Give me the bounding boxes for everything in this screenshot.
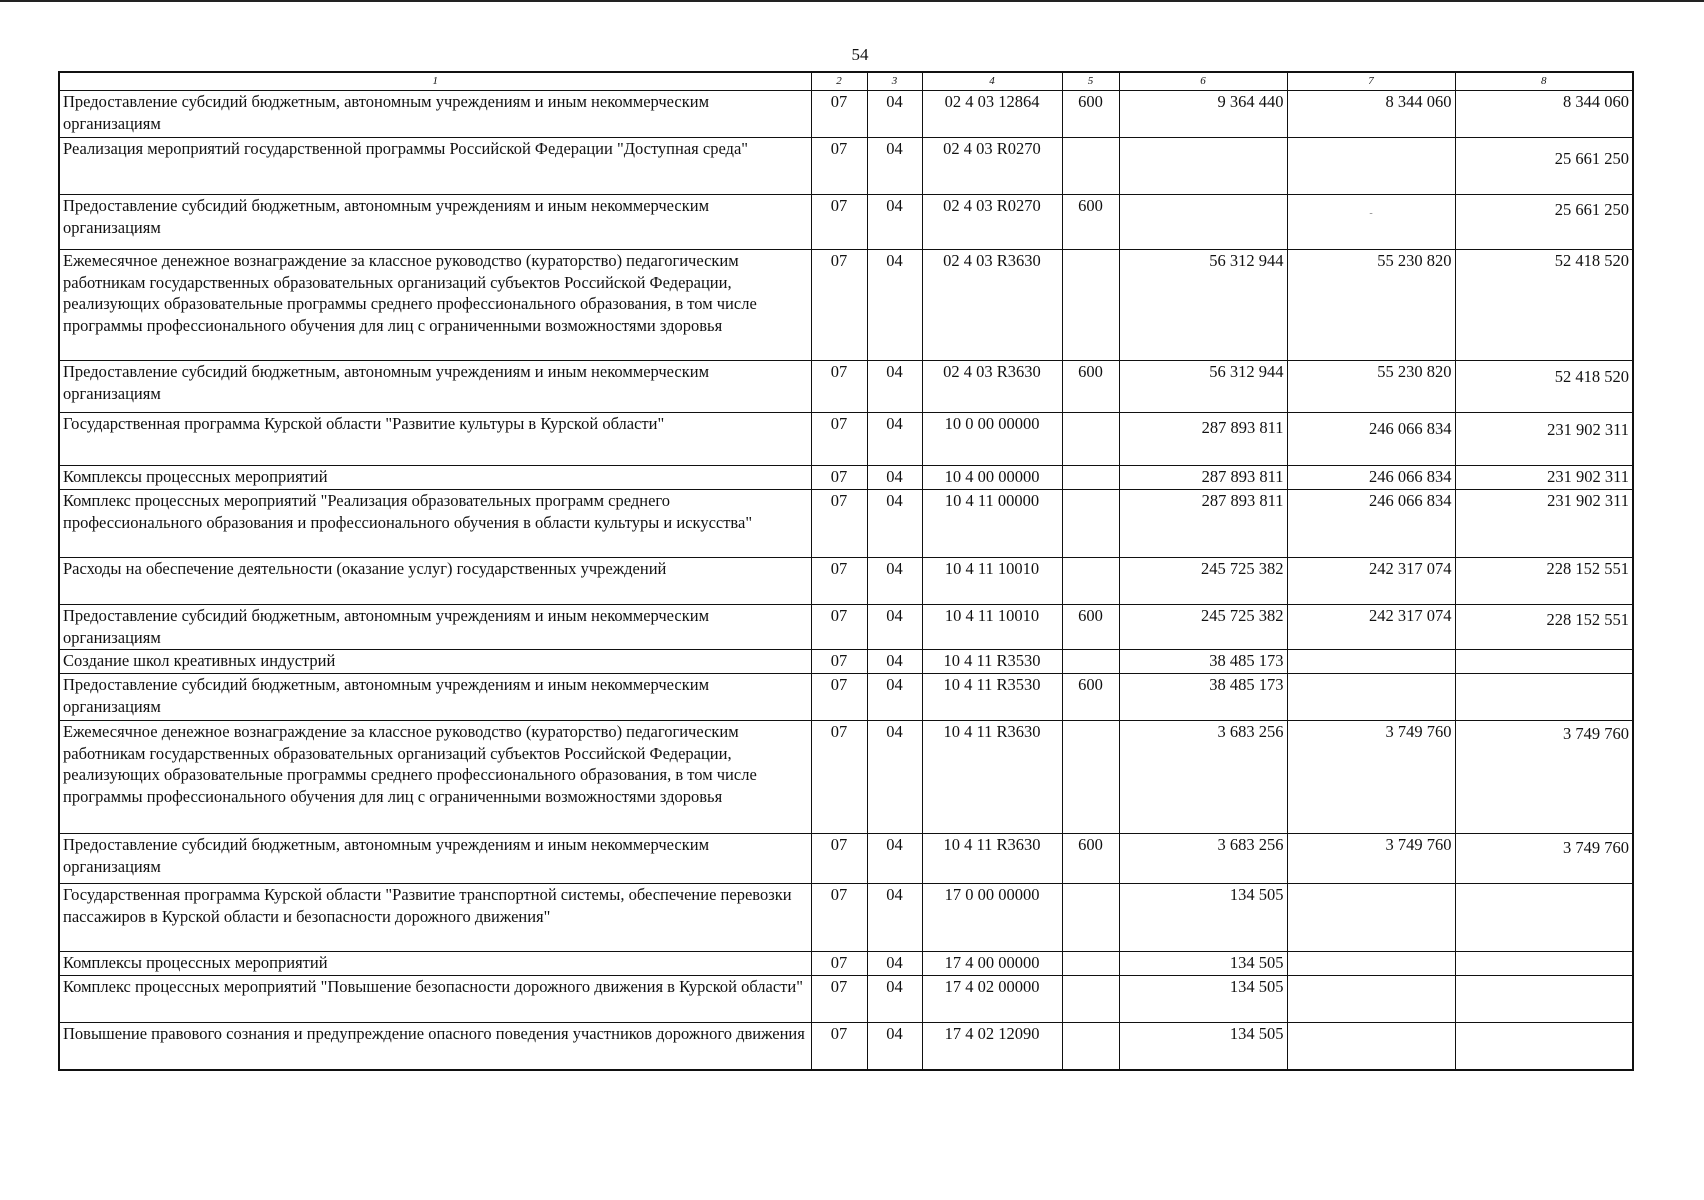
target-article-code: 17 4 02 12090 (922, 1023, 1062, 1071)
expense-type-code: 600 (1062, 674, 1119, 721)
amount-col6: 3 683 256 (1119, 834, 1287, 884)
target-article-code: 10 4 11 00000 (922, 490, 1062, 558)
row-name: Предоставление субсидий бюджетным, автономным учреждениям и иным некоммерческим организациям (59, 674, 811, 721)
subsection-code: 04 (867, 138, 922, 195)
subsection-code: 04 (867, 674, 922, 721)
row-name: Государственная программа Курской области "Развитие культуры в Курской области" (59, 413, 811, 466)
section-code: 07 (811, 466, 867, 490)
amount-col6: 134 505 (1119, 952, 1287, 976)
section-code: 07 (811, 490, 867, 558)
amount-col8 (1455, 650, 1633, 674)
expense-type-code (1062, 138, 1119, 195)
amount-col8 (1455, 884, 1633, 952)
amount-col7 (1287, 138, 1455, 195)
subsection-code: 04 (867, 605, 922, 650)
table-row (59, 138, 1633, 195)
subsection-code: 04 (867, 650, 922, 674)
table-row (59, 721, 1633, 834)
row-name: Предоставление субсидий бюджетным, автономным учреждениям и иным некоммерческим организациям (59, 605, 811, 650)
amount-col6: 245 725 382 (1119, 558, 1287, 605)
target-article-code: 17 4 00 00000 (922, 952, 1062, 976)
subsection-code: 04 (867, 361, 922, 413)
table-row (59, 466, 1633, 490)
subsection-code: 04 (867, 976, 922, 1023)
target-article-code: 10 4 11 10010 (922, 605, 1062, 650)
section-code: 07 (811, 884, 867, 952)
expense-type-code (1062, 952, 1119, 976)
target-article-code: 10 4 11 R3530 (922, 650, 1062, 674)
section-code: 07 (811, 250, 867, 361)
subsection-code: 04 (867, 195, 922, 250)
amount-col7: - (1287, 195, 1455, 250)
amount-col8 (1455, 952, 1633, 976)
subsection-code: 04 (867, 1023, 922, 1071)
target-article-code: 10 4 00 00000 (922, 466, 1062, 490)
table-row (59, 650, 1633, 674)
target-article-code: 02 4 03 R0270 (922, 195, 1062, 250)
page-number: 54 (851, 45, 869, 64)
target-article-code: 02 4 03 12864 (922, 91, 1062, 138)
amount-col8 (1455, 1023, 1633, 1071)
amount-col6 (1119, 195, 1287, 250)
amount-col8: 231 902 311 (1455, 413, 1633, 466)
amount-col6: 38 485 173 (1119, 674, 1287, 721)
column-number-row (59, 72, 1633, 91)
amount-col7: 3 749 760 (1287, 834, 1455, 884)
target-article-code: 10 4 11 10010 (922, 558, 1062, 605)
expense-type-code (1062, 884, 1119, 952)
column-header: 2 (811, 72, 867, 91)
amount-col6: 287 893 811 (1119, 413, 1287, 466)
section-code: 07 (811, 952, 867, 976)
column-header: 8 (1455, 72, 1633, 91)
section-code: 07 (811, 91, 867, 138)
amount-col6: 3 683 256 (1119, 721, 1287, 834)
amount-col7: 55 230 820 (1287, 361, 1455, 413)
expense-type-code: 600 (1062, 361, 1119, 413)
row-name: Комплексы процессных мероприятий (59, 952, 811, 976)
amount-col6: 134 505 (1119, 976, 1287, 1023)
row-name: Комплекс процессных мероприятий "Повышение безопасности дорожного движения в Курской области" (59, 976, 811, 1023)
target-article-code: 10 4 11 R3630 (922, 721, 1062, 834)
amount-col6: 287 893 811 (1119, 490, 1287, 558)
expense-type-code (1062, 721, 1119, 834)
expense-type-code: 600 (1062, 605, 1119, 650)
expense-type-code (1062, 1023, 1119, 1071)
amount-col7: 246 066 834 (1287, 466, 1455, 490)
amount-col8: 231 902 311 (1455, 466, 1633, 490)
section-code: 07 (811, 195, 867, 250)
table-row (59, 884, 1633, 952)
section-code: 07 (811, 361, 867, 413)
section-code: 07 (811, 413, 867, 466)
amount-col8: 52 418 520 (1455, 361, 1633, 413)
section-code: 07 (811, 650, 867, 674)
target-article-code: 17 4 02 00000 (922, 976, 1062, 1023)
amount-col7 (1287, 952, 1455, 976)
subsection-code: 04 (867, 490, 922, 558)
target-article-code: 10 4 11 R3530 (922, 674, 1062, 721)
amount-col7: 246 066 834 (1287, 490, 1455, 558)
expense-type-code (1062, 558, 1119, 605)
expense-type-code (1062, 250, 1119, 361)
amount-col7: 8 344 060 (1287, 91, 1455, 138)
amount-col7: 246 066 834 (1287, 413, 1455, 466)
table-row (59, 413, 1633, 466)
amount-col7: 55 230 820 (1287, 250, 1455, 361)
expense-type-code: 600 (1062, 91, 1119, 138)
target-article-code: 02 4 03 R3630 (922, 361, 1062, 413)
amount-col6: 9 364 440 (1119, 91, 1287, 138)
subsection-code: 04 (867, 558, 922, 605)
target-article-code: 02 4 03 R3630 (922, 250, 1062, 361)
column-header: 3 (867, 72, 922, 91)
row-name: Комплексы процессных мероприятий (59, 466, 811, 490)
column-header: 1 (59, 72, 811, 91)
table-row (59, 674, 1633, 721)
amount-col7 (1287, 1023, 1455, 1071)
section-code: 07 (811, 674, 867, 721)
amount-col8: 8 344 060 (1455, 91, 1633, 138)
target-article-code: 02 4 03 R0270 (922, 138, 1062, 195)
amount-col7: 242 317 074 (1287, 605, 1455, 650)
expense-type-code (1062, 490, 1119, 558)
row-name: Создание школ креативных индустрий (59, 650, 811, 674)
amount-col7 (1287, 976, 1455, 1023)
column-header: 7 (1287, 72, 1455, 91)
expense-type-code (1062, 413, 1119, 466)
row-name: Ежемесячное денежное вознаграждение за классное руководство (кураторство) педагогическим работникам государственных образовательных организаций субъектов Российской Федерации, реализующих образовательные программы среднего профессионального образования, в том числе программы профессионального обучения для лиц с ограниченными возможностями здоровья (59, 250, 811, 361)
table-row (59, 195, 1633, 250)
row-name: Повышение правового сознания и предупреждение опасного поведения участников дорожного движения (59, 1023, 811, 1071)
amount-col7: 242 317 074 (1287, 558, 1455, 605)
section-code: 07 (811, 1023, 867, 1071)
amount-col8: 231 902 311 (1455, 490, 1633, 558)
amount-col8: 52 418 520 (1455, 250, 1633, 361)
scan-edge-line (0, 0, 1704, 2)
table-row (59, 558, 1633, 605)
amount-col8 (1455, 674, 1633, 721)
row-name: Предоставление субсидий бюджетным, автономным учреждениям и иным некоммерческим организациям (59, 91, 811, 138)
amount-col6: 56 312 944 (1119, 250, 1287, 361)
budget-table (58, 71, 1634, 1071)
table-row (59, 250, 1633, 361)
expense-type-code (1062, 976, 1119, 1023)
amount-col8: 3 749 760 (1455, 721, 1633, 834)
amount-col6: 38 485 173 (1119, 650, 1287, 674)
amount-col7: 3 749 760 (1287, 721, 1455, 834)
amount-col8: 3 749 760 (1455, 834, 1633, 884)
table-row (59, 976, 1633, 1023)
table-row (59, 834, 1633, 884)
expense-type-code: 600 (1062, 834, 1119, 884)
row-name: Предоставление субсидий бюджетным, автономным учреждениям и иным некоммерческим организациям (59, 361, 811, 413)
subsection-code: 04 (867, 466, 922, 490)
row-name: Комплекс процессных мероприятий "Реализация образовательных программ среднего профессионального образования и профессионального обучения в области культуры и искусства" (59, 490, 811, 558)
section-code: 07 (811, 976, 867, 1023)
table-row (59, 1023, 1633, 1071)
row-name: Предоставление субсидий бюджетным, автономным учреждениям и иным некоммерческим организациям (59, 195, 811, 250)
amount-col8: 25 661 250 (1455, 195, 1633, 250)
amount-col6 (1119, 138, 1287, 195)
amount-col8: 228 152 551 (1455, 558, 1633, 605)
table-row (59, 605, 1633, 650)
subsection-code: 04 (867, 721, 922, 834)
expense-type-code (1062, 466, 1119, 490)
target-article-code: 10 4 11 R3630 (922, 834, 1062, 884)
column-header: 6 (1119, 72, 1287, 91)
section-code: 07 (811, 558, 867, 605)
row-name: Ежемесячное денежное вознаграждение за классное руководство (кураторство) педагогическим работникам государственных образовательных организаций субъектов Российской Федерации, реализующих образовательные программы среднего профессионального образования, в том числе программы профессионального обучения для лиц с ограниченными возможностями здоровья (59, 721, 811, 834)
section-code: 07 (811, 721, 867, 834)
subsection-code: 04 (867, 952, 922, 976)
amount-col6: 134 505 (1119, 884, 1287, 952)
expense-type-code: 600 (1062, 195, 1119, 250)
amount-col8 (1455, 976, 1633, 1023)
row-name: Реализация мероприятий государственной программы Российской Федерации "Доступная среда" (59, 138, 811, 195)
subsection-code: 04 (867, 250, 922, 361)
row-name: Расходы на обеспечение деятельности (оказание услуг) государственных учреждений (59, 558, 811, 605)
table-row (59, 490, 1633, 558)
amount-col7 (1287, 884, 1455, 952)
amount-col7 (1287, 674, 1455, 721)
amount-col6: 134 505 (1119, 1023, 1287, 1071)
table-row (59, 361, 1633, 413)
amount-col6: 245 725 382 (1119, 605, 1287, 650)
target-article-code: 10 0 00 00000 (922, 413, 1062, 466)
table-row (59, 952, 1633, 976)
column-header: 4 (922, 72, 1062, 91)
expense-type-code (1062, 650, 1119, 674)
subsection-code: 04 (867, 884, 922, 952)
amount-col8: 25 661 250 (1455, 138, 1633, 195)
subsection-code: 04 (867, 91, 922, 138)
subsection-code: 04 (867, 413, 922, 466)
column-header: 5 (1062, 72, 1119, 91)
table-row (59, 91, 1633, 138)
amount-col6: 287 893 811 (1119, 466, 1287, 490)
row-name: Государственная программа Курской области "Развитие транспортной системы, обеспечение перевозки пассажиров в Курской области и безопасности дорожного движения" (59, 884, 811, 952)
target-article-code: 17 0 00 00000 (922, 884, 1062, 952)
section-code: 07 (811, 605, 867, 650)
section-code: 07 (811, 834, 867, 884)
amount-col6: 56 312 944 (1119, 361, 1287, 413)
amount-col7 (1287, 650, 1455, 674)
amount-col8: 228 152 551 (1455, 605, 1633, 650)
subsection-code: 04 (867, 834, 922, 884)
row-name: Предоставление субсидий бюджетным, автономным учреждениям и иным некоммерческим организациям (59, 834, 811, 884)
section-code: 07 (811, 138, 867, 195)
